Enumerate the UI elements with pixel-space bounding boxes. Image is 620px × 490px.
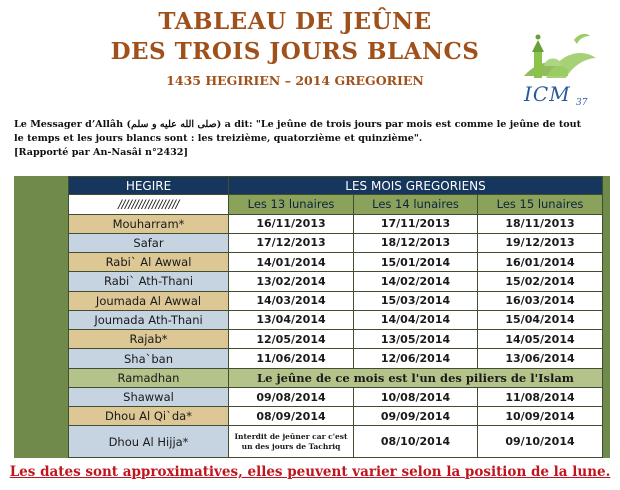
logo-text: ICM <box>524 82 571 106</box>
hadith-quote <box>14 118 606 160</box>
date-cell-13: 14/01/2014 <box>229 253 354 272</box>
date-cell-13: 16/11/2013 <box>229 214 354 233</box>
title-line-1: TABLEAU DE JEÛNE <box>158 8 432 35</box>
date-cell-13: 09/08/2014 <box>229 387 354 406</box>
month-cell: Dhou Al Qi`da* <box>69 407 229 426</box>
month-cell: Rajab* <box>69 330 229 349</box>
date-cell-15: 10/09/2014 <box>478 407 603 426</box>
month-cell: Rabi` Al Awwal <box>69 253 229 272</box>
footer-note: Les dates sont approximatives, elles peuvent varier selon la position de la lune. <box>9 464 611 480</box>
date-cell-13: 08/09/2014 <box>229 407 354 426</box>
date-cell-14: 14/02/2014 <box>354 272 478 291</box>
table-row <box>69 387 603 406</box>
date-cell-15: 13/06/2014 <box>478 349 603 368</box>
subtitle: 1435 HEGIRIEN – 2014 GREGORIEN <box>166 73 424 88</box>
date-cell-14: 08/10/2014 <box>354 426 478 458</box>
table-row <box>69 214 603 233</box>
date-cell-15: 09/10/2014 <box>478 426 603 458</box>
date-cell-15: 15/02/2014 <box>478 272 603 291</box>
date-cell-14: 13/05/2014 <box>354 330 478 349</box>
date-cell-13: 13/02/2014 <box>229 272 354 291</box>
date-cell-14: 14/04/2014 <box>354 310 478 329</box>
date-cell-15: 11/08/2014 <box>478 387 603 406</box>
month-cell: Joumada Ath-Thani <box>69 310 229 329</box>
month-cell: Ramadhan <box>69 368 229 387</box>
date-cell-13: 17/12/2013 <box>229 233 354 252</box>
date-cell-14: 12/06/2014 <box>354 349 478 368</box>
date-cell-15: 15/04/2014 <box>478 310 603 329</box>
date-cell-13: Interdit de jeûner car c'est un des jours de Tachriq <box>229 426 354 458</box>
date-cell-15: 19/12/2013 <box>478 233 603 252</box>
date-cell-14: 09/09/2014 <box>354 407 478 426</box>
title-line-2: DES TROIS JOURS BLANCS <box>110 38 480 65</box>
month-cell: Rabi` Ath-Thani <box>69 272 229 291</box>
month-cell: Sha`ban <box>69 349 229 368</box>
date-cell-13: 13/04/2014 <box>229 310 354 329</box>
fasting-table <box>68 176 603 458</box>
table-row <box>69 253 603 272</box>
fasting-table-container <box>14 176 610 458</box>
col-13-header: Les 13 lunaires <box>229 195 354 214</box>
date-cell-14: 15/03/2014 <box>354 291 478 310</box>
month-cell: Mouharram* <box>69 214 229 233</box>
decorative-band-left <box>14 176 68 458</box>
month-cell: Joumada Al Awwal <box>69 291 229 310</box>
date-cell-13: 11/06/2014 <box>229 349 354 368</box>
month-cell: Safar <box>69 233 229 252</box>
col-15-header: Les 15 lunaires <box>478 195 603 214</box>
quote-line-2: le temps et les jours blancs sont : les treizième, quatorzième et quinzième". <box>14 133 423 144</box>
month-cell: Dhou Al Hijja* <box>69 426 229 458</box>
ramadan-note: Le jeûne de ce mois est l'un des piliers de l'Islam <box>229 368 603 387</box>
date-cell-15: 14/05/2014 <box>478 330 603 349</box>
quote-reference: [Rapporté par An-Nasâi n°2432] <box>14 147 189 158</box>
date-cell-15: 16/01/2014 <box>478 253 603 272</box>
table-row <box>69 233 603 252</box>
table-row <box>69 272 603 291</box>
date-cell-14: 15/01/2014 <box>354 253 478 272</box>
header-hegire: HEGIRE <box>69 177 229 195</box>
table-row <box>69 349 603 368</box>
date-cell-13: 12/05/2014 <box>229 330 354 349</box>
date-cell-15: 16/03/2014 <box>478 291 603 310</box>
header-gregorian: LES MOIS GREGORIENS <box>229 177 603 195</box>
date-cell-14: 18/12/2013 <box>354 233 478 252</box>
decorative-band-right <box>602 176 610 458</box>
quote-line-1: Le Messager d’Allâh (صلى الله عليه و سلم) a dit: "Le jeûne de trois jours par mois est comme le jeûne de tout <box>14 119 582 130</box>
month-cell: Shawwal <box>69 387 229 406</box>
date-cell-14: 17/11/2013 <box>354 214 478 233</box>
logo-number: 37 <box>576 98 588 108</box>
date-cell-15: 18/11/2013 <box>478 214 603 233</box>
col-14-header: Les 14 lunaires <box>354 195 478 214</box>
date-cell-14: 10/08/2014 <box>354 387 478 406</box>
date-cell-13: 14/03/2014 <box>229 291 354 310</box>
table-row <box>69 291 603 310</box>
table-row <box>69 310 603 329</box>
table-row <box>69 368 603 387</box>
table-row <box>69 407 603 426</box>
slashes-cell: ////////////////// <box>69 195 229 214</box>
table-row <box>69 330 603 349</box>
table-row <box>69 426 603 458</box>
